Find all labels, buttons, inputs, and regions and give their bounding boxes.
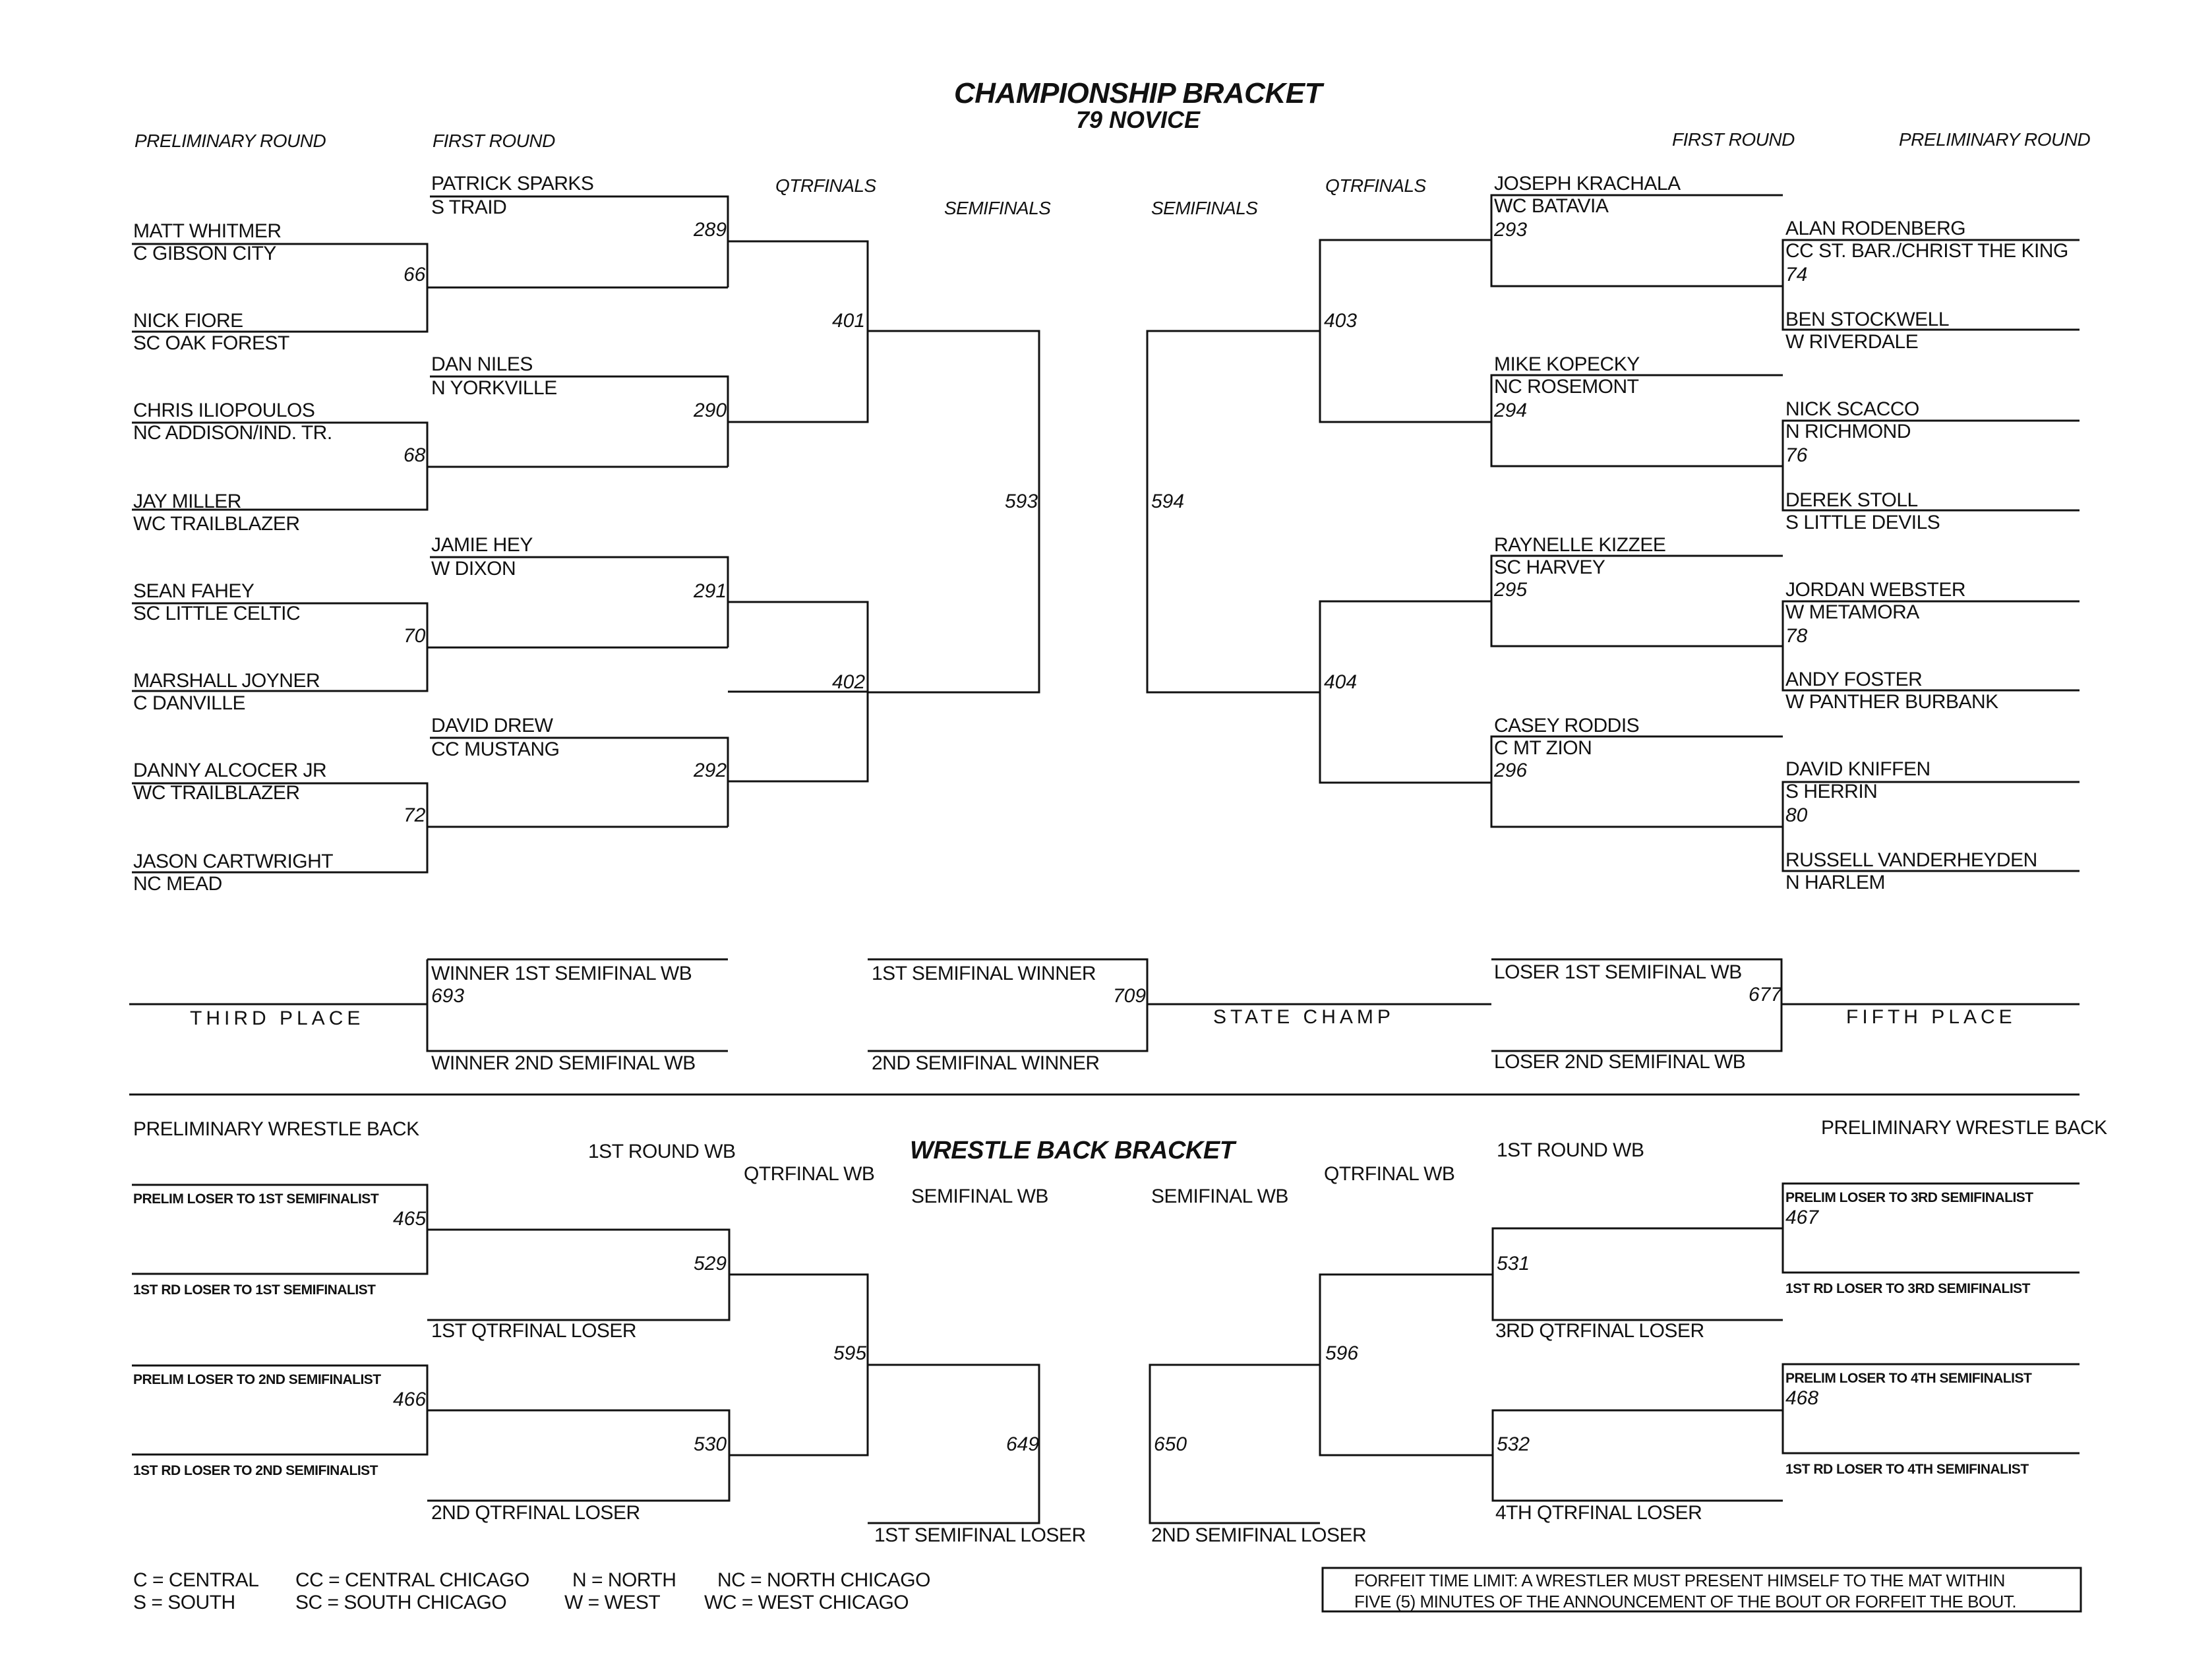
wrestler-name: NICK FIORE: [133, 310, 243, 332]
wrestler-name: CHRIS ILIOPOULOS: [133, 400, 315, 421]
header-semi-right: SEMIFINALS: [1151, 198, 1258, 218]
bout-number: 530: [694, 1433, 727, 1455]
wrestler-name: RAYNELLE KIZZEE: [1494, 534, 1666, 556]
legend-item: CC = CENTRAL CHICAGO: [295, 1569, 529, 1591]
placement-slot: 2ND SEMIFINAL WINNER: [872, 1052, 1100, 1074]
wrestler-team: W METAMORA: [1785, 601, 1919, 623]
wrestler-name: CASEY RODDIS: [1494, 715, 1640, 736]
bout-number: 68: [404, 444, 426, 466]
bout-number: 649: [1006, 1433, 1040, 1455]
wrestler-name: RUSSELL VANDERHEYDEN: [1785, 849, 2037, 871]
placement-slot: LOSER 1ST SEMIFINAL WB: [1494, 961, 1742, 983]
wrestler-team: W RIVERDALE: [1785, 331, 1919, 353]
weight-class: 79 NOVICE: [1076, 106, 1201, 133]
bout-number: 290: [694, 400, 727, 421]
bout-number: 78: [1785, 625, 1808, 647]
bout-number: 289: [694, 219, 727, 241]
bout-number: 593: [1005, 491, 1038, 512]
wb-slot: PRELIM LOSER TO 4TH SEMIFINALIST: [1785, 1371, 2032, 1386]
wrestler-team: CC ST. BAR./CHRIST THE KING: [1785, 240, 2068, 262]
header-first-left: FIRST ROUND: [433, 131, 555, 151]
wrestler-team: S TRAID: [431, 196, 507, 218]
wrestler-name: DAVID KNIFFEN: [1785, 758, 1931, 780]
wrestler-team: N RICHMOND: [1785, 421, 1911, 442]
wrestler-name: DAN NILES: [431, 353, 533, 375]
wrestler-name: SEAN FAHEY: [133, 580, 254, 602]
bout-number: 650: [1154, 1433, 1187, 1455]
bout-number: 295: [1494, 579, 1528, 601]
bout-number: 292: [694, 760, 727, 781]
bout-number: 467: [1785, 1207, 1819, 1228]
wb-slot: 3RD QTRFINAL LOSER: [1495, 1320, 1704, 1342]
wrestler-name: MIKE KOPECKY: [1494, 353, 1640, 375]
bout-number: 72: [404, 804, 426, 826]
header-wb-prelim-right: PRELIMINARY WRESTLE BACK: [1821, 1117, 2107, 1139]
wrestler-team: W DIXON: [431, 558, 516, 580]
bout-number: 596: [1325, 1342, 1359, 1364]
wrestler-team: N HARLEM: [1785, 872, 1886, 893]
wb-slot: 4TH QTRFINAL LOSER: [1495, 1502, 1702, 1524]
placement-slot: WINNER 1ST SEMIFINAL WB: [431, 963, 692, 984]
legend-item: WC = WEST CHICAGO: [704, 1592, 909, 1613]
header-prelim-right: PRELIMINARY ROUND: [1899, 129, 2091, 150]
wrestler-name: BEN STOCKWELL: [1785, 309, 1950, 330]
bout-number: 532: [1497, 1433, 1530, 1455]
wrestler-team: NC ROSEMONT: [1494, 376, 1639, 398]
header-qtr-right: QTRFINALS: [1325, 175, 1426, 196]
state-champ-label: STATE CHAMP: [1213, 1006, 1394, 1028]
wrestler-name: JAMIE HEY: [431, 534, 533, 556]
wb-slot: 1ST RD LOSER TO 3RD SEMIFINALIST: [1785, 1281, 2030, 1296]
wrestler-team: C DANVILLE: [133, 692, 246, 714]
wrestler-team: WC TRAILBLAZER: [133, 782, 300, 804]
wb-slot: 1ST QTRFINAL LOSER: [431, 1320, 637, 1342]
third-place-label: THIRD PLACE: [190, 1007, 365, 1029]
wrestler-team: SC LITTLE CELTIC: [133, 603, 301, 624]
bout-number: 594: [1151, 491, 1185, 512]
header-wb-semi-right: SEMIFINAL WB: [1151, 1185, 1288, 1207]
wrestler-name: MARSHALL JOYNER: [133, 670, 320, 692]
placement-slot: 1ST SEMIFINAL WINNER: [872, 963, 1096, 984]
wrestler-name: NICK SCACCO: [1785, 398, 1919, 420]
wrestler-name: PATRICK SPARKS: [431, 173, 594, 195]
wrestler-team: NC MEAD: [133, 873, 222, 895]
header-wb-first-left: 1ST ROUND WB: [588, 1141, 736, 1162]
wrestler-team: CC MUSTANG: [431, 738, 560, 760]
legend-item: NC = NORTH CHICAGO: [717, 1569, 930, 1591]
header-first-right: FIRST ROUND: [1672, 129, 1795, 150]
wrestler-name: JASON CARTWRIGHT: [133, 851, 334, 872]
header-semi-left: SEMIFINALS: [944, 198, 1051, 218]
bout-number: 403: [1324, 310, 1358, 332]
page-title: CHAMPIONSHIP BRACKET: [954, 77, 1322, 109]
bout-number: 709: [1113, 985, 1147, 1007]
wrestler-name: ALAN RODENBERG: [1785, 218, 1966, 239]
wrestler-name: JOSEPH KRACHALA: [1494, 173, 1681, 195]
wrestler-team: SC OAK FOREST: [133, 332, 289, 354]
wrestle-back-title: WRESTLE BACK BRACKET: [910, 1137, 1235, 1164]
bout-number: 677: [1749, 984, 1782, 1005]
header-wb-semi-left: SEMIFINAL WB: [911, 1185, 1048, 1207]
wb-slot: 2ND QTRFINAL LOSER: [431, 1502, 640, 1524]
wb-slot: 2ND SEMIFINAL LOSER: [1151, 1524, 1367, 1546]
wrestler-team: WC TRAILBLAZER: [133, 513, 300, 535]
placement-slot: LOSER 2ND SEMIFINAL WB: [1494, 1051, 1746, 1073]
bout-number: 401: [832, 310, 866, 332]
wrestler-team: W PANTHER BURBANK: [1785, 691, 1998, 713]
bout-number: 66: [404, 264, 426, 285]
bout-number: 70: [404, 625, 426, 647]
bout-number: 402: [832, 671, 866, 693]
wrestler-name: MATT WHITMER: [133, 220, 282, 242]
wrestler-team: NC ADDISON/IND. TR.: [133, 422, 332, 444]
legend-item: C = CENTRAL: [133, 1569, 259, 1591]
wrestler-name: DEREK STOLL: [1785, 489, 1918, 511]
legend-item: N = NORTH: [572, 1569, 676, 1591]
wrestler-team: WC BATAVIA: [1494, 195, 1609, 217]
wrestler-team: C MT ZION: [1494, 737, 1592, 759]
header-wb-first-right: 1ST ROUND WB: [1497, 1139, 1644, 1161]
forfeit-note-line-2: FIVE (5) MINUTES OF THE ANNOUNCEMENT OF THE BOUT OR FORFEIT THE BOUT.: [1354, 1592, 2017, 1611]
wrestler-team: SC HARVEY: [1494, 556, 1605, 578]
bout-number: 291: [694, 580, 727, 602]
bout-number: 465: [393, 1208, 427, 1230]
wrestler-team: C GIBSON CITY: [133, 243, 276, 264]
wb-slot: 1ST RD LOSER TO 1ST SEMIFINALIST: [133, 1282, 376, 1298]
bout-number: 466: [393, 1389, 427, 1410]
bout-number: 404: [1324, 671, 1358, 693]
wb-slot: 1ST RD LOSER TO 2ND SEMIFINALIST: [133, 1463, 378, 1478]
header-qtr-left: QTRFINALS: [775, 175, 876, 196]
bout-number: 529: [694, 1253, 727, 1275]
wrestler-name: DANNY ALCOCER JR: [133, 760, 327, 781]
legend-item: SC = SOUTH CHICAGO: [295, 1592, 507, 1613]
bout-number: 76: [1785, 444, 1808, 466]
wrestler-name: JORDAN WEBSTER: [1785, 579, 1966, 601]
legend-item: S = SOUTH: [133, 1592, 235, 1613]
header-wb-qtr-right: QTRFINAL WB: [1324, 1163, 1455, 1185]
legend-item: W = WEST: [564, 1592, 661, 1613]
wb-slot: PRELIM LOSER TO 3RD SEMIFINALIST: [1785, 1190, 2033, 1205]
bout-number: 595: [833, 1342, 867, 1364]
bout-number: 468: [1785, 1387, 1819, 1409]
forfeit-note-line-1: FORFEIT TIME LIMIT: A WRESTLER MUST PRESENT HIMSELF TO THE MAT WITHIN: [1354, 1571, 2005, 1590]
bout-number: 74: [1785, 264, 1808, 285]
header-wb-prelim-left: PRELIMINARY WRESTLE BACK: [133, 1118, 419, 1140]
placement-slot: WINNER 2ND SEMIFINAL WB: [431, 1052, 696, 1074]
bout-number: 296: [1494, 760, 1528, 781]
wrestler-team: S HERRIN: [1785, 781, 1878, 802]
wb-slot: 1ST SEMIFINAL LOSER: [874, 1524, 1086, 1546]
bout-number: 531: [1497, 1253, 1530, 1275]
wrestler-name: DAVID DREW: [431, 715, 553, 736]
wb-slot: PRELIM LOSER TO 2ND SEMIFINALIST: [133, 1372, 381, 1387]
bout-number: 80: [1785, 804, 1808, 826]
wrestler-team: N YORKVILLE: [431, 377, 557, 399]
wb-slot: 1ST RD LOSER TO 4TH SEMIFINALIST: [1785, 1462, 2029, 1477]
header-wb-qtr-left: QTRFINAL WB: [744, 1163, 875, 1185]
bout-number: 294: [1494, 400, 1528, 421]
wrestler-name: JAY MILLER: [133, 491, 241, 512]
bout-number: 293: [1494, 219, 1528, 241]
fifth-place-label: FIFTH PLACE: [1846, 1006, 2016, 1028]
wrestler-team: S LITTLE DEVILS: [1785, 512, 1940, 533]
bout-number: 693: [431, 985, 465, 1007]
wrestler-name: ANDY FOSTER: [1785, 669, 1923, 690]
header-prelim-left: PRELIMINARY ROUND: [135, 131, 326, 151]
wb-slot: PRELIM LOSER TO 1ST SEMIFINALIST: [133, 1191, 379, 1207]
